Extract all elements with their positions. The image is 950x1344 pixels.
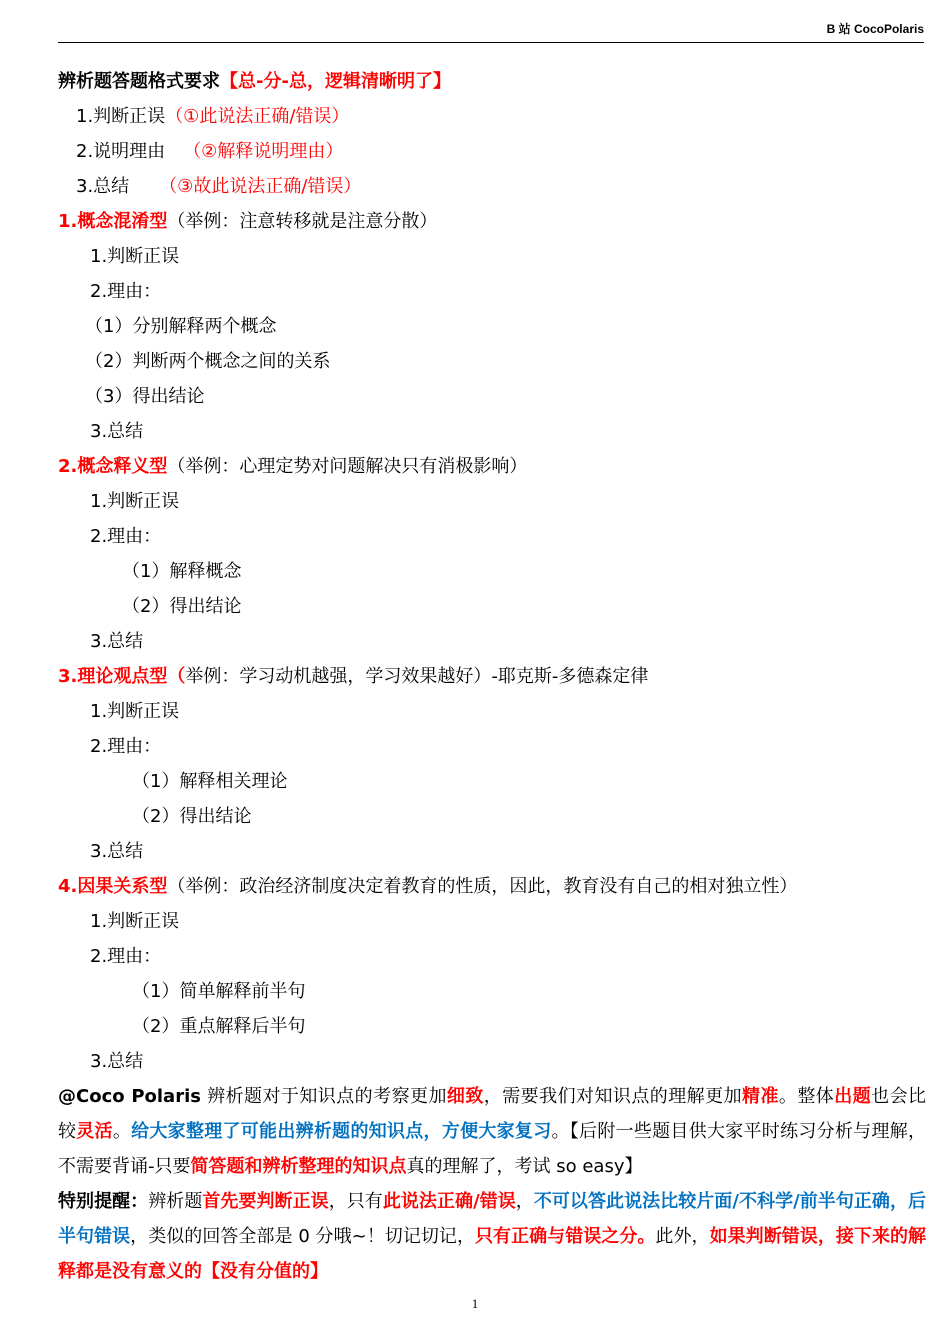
intro-step-label: 3.总结 [76, 176, 130, 197]
type-reason: 2.理由： [90, 736, 162, 757]
type-point: （1）解释相关理论 [132, 771, 288, 792]
type-point: （2）判断两个概念之间的关系 [85, 351, 331, 372]
type-judge: 1.判断正误 [90, 246, 180, 267]
type-name: 2.概念释义型 [58, 456, 168, 477]
intro-step-note: （③故此说法正确/错误） [159, 176, 362, 197]
type-point: （2）得出结论 [122, 596, 242, 617]
type-heading [58, 869, 926, 904]
type-point: （3）得出结论 [85, 386, 205, 407]
header-text: B 站 CocoPolaris [826, 22, 924, 36]
type-heading [58, 449, 926, 484]
intro-step-label: 2.说明理由 [76, 141, 166, 162]
document-body [58, 64, 926, 1289]
type-judge: 1.判断正误 [90, 491, 180, 512]
intro-title-highlight: 【总-分-总，逻辑清晰明了】 [220, 71, 451, 92]
type-name: 4.因果关系型 [58, 876, 168, 897]
type-example: （举例：政治经济制度决定着教育的性质，因此，教育没有自己的相对独立性） [167, 876, 798, 897]
type-summary: 3.总结 [90, 1051, 144, 1072]
type-summary: 3.总结 [90, 631, 144, 652]
intro-step-label: 1.判断正误 [76, 106, 166, 127]
type-judge: 1.判断正误 [90, 701, 180, 722]
note-paragraph: @Coco Polaris 辨析题对于知识点的考察更加细致，需要我们对知识点的理解更加精准。整体出题也会比较灵活。给大家整理了可能出辨析题的知识点，方便大家复习。【后附一些题目供大家平时练习分析与理解，不需要背诵-只要简答题和辨析整理的知识点真的理解了，考试 so easy】 [58, 1086, 927, 1177]
type-judge: 1.判断正误 [90, 911, 180, 932]
intro-step [58, 134, 926, 169]
type-heading [58, 659, 926, 694]
type-reason: 2.理由： [90, 281, 162, 302]
intro-step-note: （②解释说明理由） [183, 141, 344, 162]
type-name: 3.理论观点型（ [58, 666, 186, 687]
intro-step-note: （①此说法正确/错误） [165, 106, 350, 127]
intro-step [58, 169, 926, 204]
type-reason: 2.理由： [90, 946, 162, 967]
page-number: 1 [471, 1296, 479, 1311]
type-point: （1）分别解释两个概念 [85, 316, 277, 337]
type-example: （举例：注意转移就是注意分散） [167, 211, 438, 232]
author-signature: @Coco Polaris [58, 1086, 201, 1107]
intro-step [58, 99, 926, 134]
type-summary: 3.总结 [90, 421, 144, 442]
type-point: （2）得出结论 [132, 806, 252, 827]
type-point: （1）简单解释前半句 [132, 981, 306, 1002]
type-example: （举例：心理定势对问题解决只有消极影响） [167, 456, 528, 477]
type-point: （2）重点解释后半句 [132, 1016, 306, 1037]
type-reason: 2.理由： [90, 526, 162, 547]
type-heading [58, 204, 926, 239]
reminder-paragraph: 特别提醒：辨析题首先要判断正误，只有此说法正确/错误，不可以答此说法比较片面/不科学/前半句正确，后半句错误，类似的回答全部是 0 分哦~！切记切记，只有正确与错误之分。此外，如果判断错误，接下来的解释都是没有意义的【没有分值的】 [58, 1191, 927, 1282]
type-example: 举例：学习动机越强，学习效果越好）-耶克斯-多德森定律 [185, 666, 649, 687]
type-name: 1.概念混淆型 [58, 211, 168, 232]
page-header [58, 18, 924, 43]
intro-title-line [58, 64, 926, 99]
type-summary: 3.总结 [90, 841, 144, 862]
intro-title: 辨析题答题格式要求 [58, 71, 220, 92]
reminder-label: 特别提醒： [58, 1191, 149, 1212]
type-point: （1）解释概念 [122, 561, 242, 582]
